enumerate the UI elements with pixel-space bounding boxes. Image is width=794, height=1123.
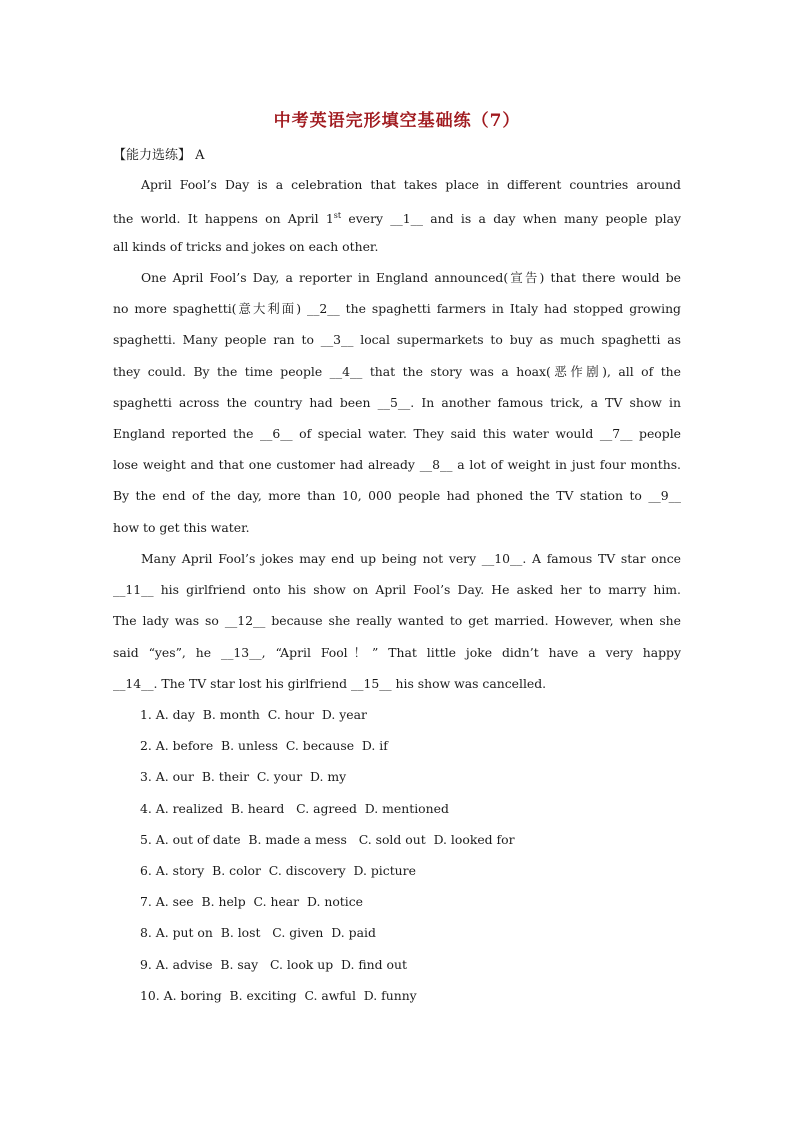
option-item: 8. A. put on B. lost C. given D. paid (140, 925, 376, 941)
line-text: the world. It happens on April 1 (113, 211, 334, 227)
paragraph-line: lose weight and that one customer had already __8__ a lot of weight in just four months. (113, 457, 681, 473)
paragraph-line: all kinds of tricks and jokes on each other. (113, 239, 379, 255)
superscript: st (333, 211, 342, 221)
paragraph-line: April Fool’s Day is a celebration that takes place in different countries around (141, 177, 681, 192)
option-item: 7. A. see B. help C. hear D. notice (140, 894, 363, 910)
option-item: 3. A. our B. their C. your D. my (140, 769, 347, 785)
paragraph-line: One April Fool’s Day, a reporter in England announced(宣告) that there would be (141, 270, 681, 285)
option-item: 4. A. realized B. heard C. agreed D. mentioned (140, 800, 449, 816)
paragraph-line: __11__ his girlfriend onto his show on April Fool’s Day. He asked her to marry him. (113, 582, 681, 598)
page-title: 中考英语完形填空基础练（7） (273, 111, 521, 131)
paragraph-2 (113, 268, 681, 549)
option-item: 10. A. boring B. exciting C. awful D. funny (140, 987, 417, 1003)
section-heading (113, 144, 205, 163)
paragraph-line: England reported the __6__ of special water. They said this water would __7__ people (113, 425, 681, 441)
paragraph-line: By the end of the day, more than 10, 000 people had phoned the TV station to __9__ (113, 488, 681, 504)
answer-options (140, 705, 515, 1017)
paragraph-line: how to get this water. (113, 519, 250, 535)
paragraph-line: __14__. The TV star lost his girlfriend __15__ his show was cancelled. (113, 675, 547, 691)
option-item: 2. A. before B. unless C. because D. if (140, 738, 388, 754)
option-item: 6. A. story B. color C. discovery D. picture (140, 862, 416, 878)
paragraph-line: no more spaghetti(意大利面) __2__ the spaghetti farmers in Italy had stopped growing (113, 301, 681, 317)
line-text: every __1__ and is a day when many people play (341, 211, 681, 227)
option-item: 9. A. advise B. say C. look up D. find out (140, 956, 407, 972)
paragraph-line: spaghetti. Many people ran to __3__ local supermarkets to buy as much spaghetti as (113, 332, 681, 348)
section-part: A (195, 148, 205, 163)
section-label: 【能力选练】 (113, 148, 192, 163)
option-item: 1. A. day B. month C. hour D. year (140, 707, 367, 722)
paragraph-line: The lady was so __12__ because she really wanted to get married. However, when she (113, 613, 681, 629)
paragraph-line: Many April Fool’s jokes may end up being not very __10__. A famous TV star once (141, 551, 681, 566)
paragraph-line: spaghetti across the country had been __5__. In another famous trick, a TV show in (113, 394, 681, 410)
paragraph-1 (113, 175, 681, 269)
paragraph-3 (113, 549, 681, 705)
paragraph-line (113, 206, 681, 237)
paragraph-line: said “yes”, he __13__, “April Fool！” That little joke didn’t have a very happy (113, 644, 681, 660)
option-item: 5. A. out of date B. made a mess C. sold out D. looked for (140, 831, 515, 847)
paragraph-line: they could. By the time people __4__ that the story was a hoax(恶作剧), all of the (113, 363, 681, 379)
